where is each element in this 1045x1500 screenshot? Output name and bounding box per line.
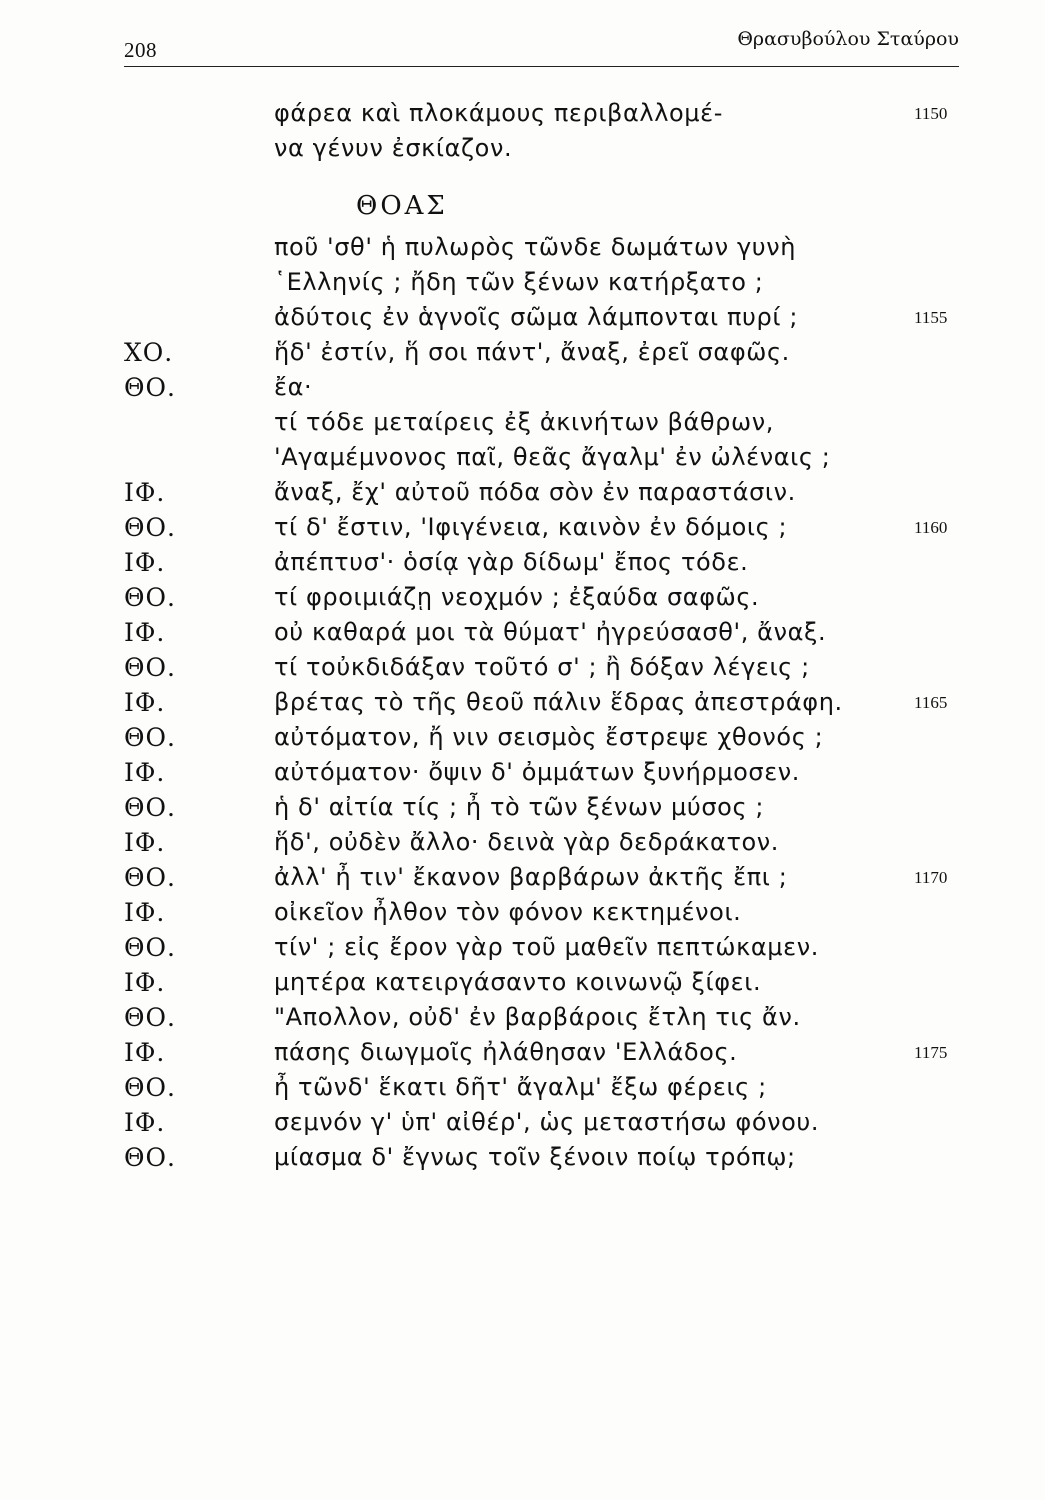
speaker-label: ΘΟ.: [124, 1143, 176, 1172]
verse-line: [124, 475, 984, 510]
verse-text-line: ἥδ', οὐδὲν ἄλλο· δεινὰ γὰρ δεδράκατον.: [274, 828, 780, 856]
speaker-label: ΘΟ.: [124, 933, 176, 962]
header-rule: [124, 66, 959, 67]
speaker-label: ΙΦ.: [124, 688, 166, 717]
speaker-label: ΘΟ.: [124, 513, 176, 542]
verse-line: [124, 265, 984, 300]
verse-text-line: τί τόδε μεταίρεις ἐξ ἀκινήτων βάθρων,: [274, 408, 774, 436]
verse-text-line: 'Αγαμέμνονος παῖ, θεᾶς ἄγαλμ' ἐν ὠλέναις ;: [274, 443, 831, 471]
verse-line: [124, 545, 984, 580]
running-head: Θρασυβούλου Σταύρου: [737, 28, 959, 50]
verse-line: [124, 755, 984, 790]
verse-line: [124, 790, 984, 825]
speaker-label: ΙΦ.: [124, 1038, 166, 1067]
verse-text-line: "Απολλον, οὐδ' ἐν βαρβάροις ἔτλη τις ἄν.: [274, 1003, 801, 1031]
speaker-label: ΙΦ.: [124, 478, 166, 507]
verse-line: [124, 335, 984, 370]
verse-line: [124, 1140, 984, 1175]
verse-line: [124, 96, 984, 131]
verse-text-line: σεμνόν γ' ὑπ' αἰθέρ', ὡς μεταστήσω φόνου.: [274, 1108, 820, 1136]
verse-line: [124, 930, 984, 965]
speaker-label: ΘΟ.: [124, 583, 176, 612]
speaker-label: ΙΦ.: [124, 548, 166, 577]
verse-line: [124, 895, 984, 930]
character-heading: ΘΟΑΣ: [356, 191, 448, 221]
speaker-label: ΘΟ.: [124, 373, 176, 402]
page-header: [124, 22, 959, 62]
speaker-label: ΙΦ.: [124, 898, 166, 927]
verse-text-line: τί φροιμιάζῃ νεοχμόν ; ἐξαύδα σαφῶς.: [274, 583, 760, 611]
line-number: 1170: [914, 868, 948, 887]
verse-text-line: ἦ τῶνδ' ἕκατι δῆτ' ἄγαλμ' ἔξω φέρεις ;: [274, 1073, 767, 1101]
verse-text-line: βρέτας τὸ τῆς θεοῦ πάλιν ἕδρας ἀπεστράφη.: [274, 688, 843, 716]
verse-text-line: ἀλλ' ἦ τιν' ἔκανον βαρβάρων ἀκτῆς ἔπι ;: [274, 863, 788, 891]
verse-text-line: ἀπέπτυσ'· ὁσίᾳ γὰρ δίδωμ' ἔπος τόδε.: [274, 548, 749, 576]
verse-text-line: ἔα·: [274, 373, 313, 401]
verse-text-line: να γένυν ἐσκίαζον.: [274, 134, 513, 162]
verse-text-line: οἰκεῖον ἦλθον τὸν φόνον κεκτημένοι.: [274, 898, 742, 926]
speaker-label: ΙΦ.: [124, 618, 166, 647]
verse-line: [124, 825, 984, 860]
verse-line: [124, 720, 984, 755]
line-number: 1165: [914, 693, 948, 712]
verse-text-line: ἡ δ' αἰτία τίς ; ἦ τὸ τῶν ξένων μύσος ;: [274, 793, 765, 821]
line-number: 1150: [914, 104, 948, 123]
line-number: 1175: [914, 1043, 948, 1062]
speaker-label: ΙΦ.: [124, 1108, 166, 1137]
verse-text-line: τί τοὐκδιδάξαν τοῦτό σ' ; ἢ δόξαν λέγεις ;: [274, 653, 810, 681]
verse-text-line: ποῦ 'σθ' ἡ πυλωρὸς τῶνδε δωμάτων γυνὴ: [274, 233, 797, 261]
verse-text-line: τί δ' ἔστιν, 'Ιφιγένεια, καινὸν ἐν δόμοις ;: [274, 513, 788, 541]
speaker-label: ΘΟ.: [124, 653, 176, 682]
line-number: 1160: [914, 518, 948, 537]
speaker-label: ΘΟ.: [124, 1073, 176, 1102]
verse-line: [124, 860, 984, 895]
verse-text: [124, 96, 984, 1175]
verse-text-line: ἄναξ, ἔχ' αὐτοῦ πόδα σὸν ἐν παραστάσιν.: [274, 478, 796, 506]
verse-line: [124, 1105, 984, 1140]
verse-line: [124, 650, 984, 685]
line-number: 1155: [914, 308, 948, 327]
speaker-label: ΧΟ.: [124, 338, 174, 367]
verse-text-line: ἥδ' ἐστίν, ἥ σοι πάντ', ἄναξ, ἐρεῖ σαφῶς.: [274, 338, 790, 366]
verse-text-line: πάσης διωγμοῖς ἠλάθησαν 'Ελλάδος.: [274, 1038, 738, 1066]
verse-line: [124, 965, 984, 1000]
speaker-label: ΘΟ.: [124, 793, 176, 822]
verse-line: [124, 300, 984, 335]
speaker-label: ΙΦ.: [124, 758, 166, 787]
verse-line: [124, 230, 984, 265]
speaker-label: ΙΦ.: [124, 828, 166, 857]
verse-text-line: αὐτόματον, ἤ νιν σεισμὸς ἔστρεψε χθονός ;: [274, 723, 824, 751]
verse-text-line: μίασμα δ' ἔγνως τοῖν ξένοιν ποίῳ τρόπῳ;: [274, 1143, 796, 1171]
verse-line: [124, 510, 984, 545]
verse-line: [124, 580, 984, 615]
verse-text-line: αὐτόματον· ὄψιν δ' ὀμμάτων ξυνήρμοσεν.: [274, 758, 801, 786]
dialogue-lines: [124, 230, 984, 1175]
speaker-label: ΙΦ.: [124, 968, 166, 997]
verse-line: [124, 1035, 984, 1070]
opening-lines: [124, 96, 984, 166]
character-heading-row: [124, 166, 984, 230]
verse-text-line: φάρεα καὶ πλοκάμους περιβαλλομέ-: [274, 99, 723, 127]
verse-line: [124, 1070, 984, 1105]
verse-line: [124, 440, 984, 475]
verse-line: [124, 685, 984, 720]
verse-text-line: τίν' ; εἰς ἔρον γὰρ τοῦ μαθεῖν πεπτώκαμεν.: [274, 933, 819, 961]
speaker-label: ΘΟ.: [124, 1003, 176, 1032]
verse-line: [124, 405, 984, 440]
verse-line: [124, 615, 984, 650]
verse-text-line: οὐ καθαρά μοι τὰ θύματ' ἠγρεύσασθ', ἄναξ.: [274, 618, 827, 646]
verse-line: [124, 1000, 984, 1035]
speaker-label: ΘΟ.: [124, 863, 176, 892]
verse-text-line: ῾Ελληνίς ; ἤδη τῶν ξένων κατήρξατο ;: [274, 268, 764, 296]
verse-text-line: μητέρα κατειργάσαντο κοινωνῷ ξίφει.: [274, 968, 762, 996]
speaker-label: ΘΟ.: [124, 723, 176, 752]
verse-line: [124, 370, 984, 405]
page-number: 208: [124, 38, 157, 62]
verse-text-line: ἀδύτοις ἐν ἁγνοῖς σῶμα λάμπονται πυρί ;: [274, 303, 799, 331]
verse-line: [124, 131, 984, 166]
